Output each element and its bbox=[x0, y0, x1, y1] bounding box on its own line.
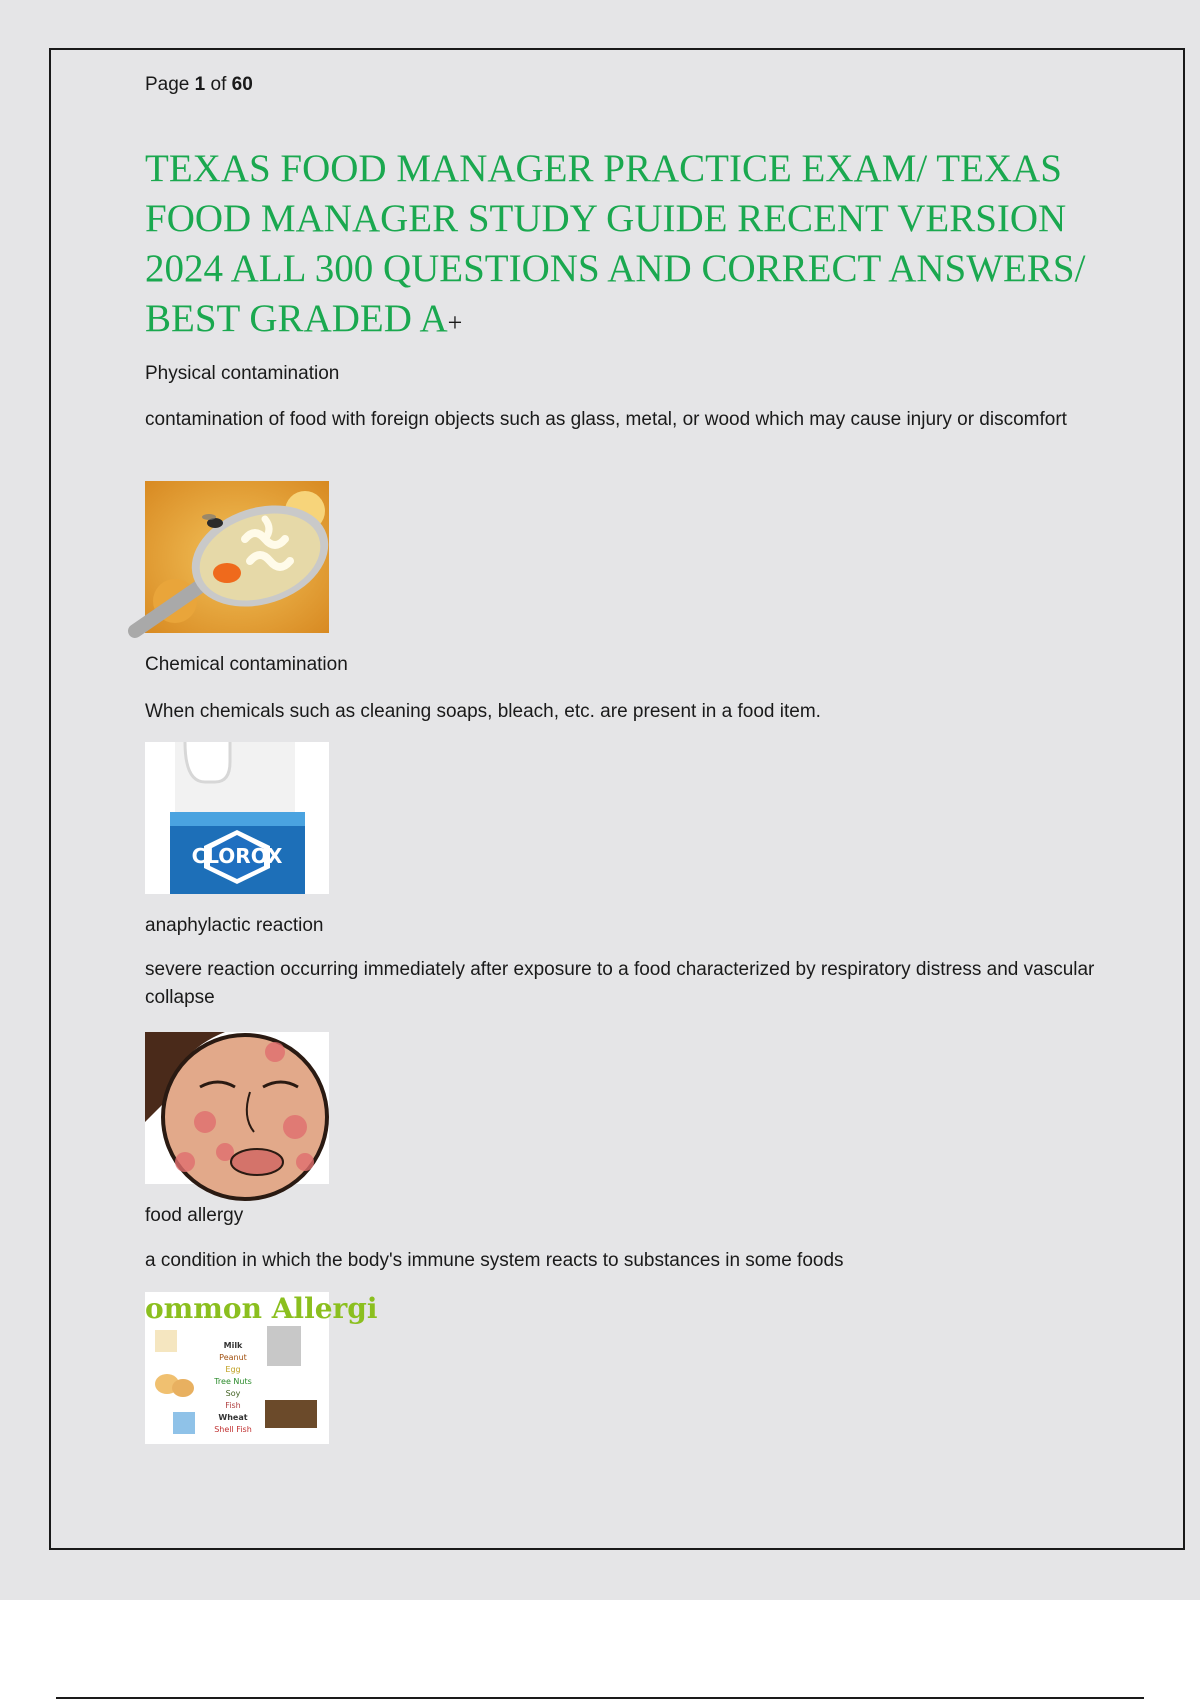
definition-chemical-contamination: When chemicals such as cleaning soaps, bleach, etc. are present in a food item. bbox=[145, 701, 821, 722]
allergen-milk: Milk bbox=[223, 1341, 243, 1350]
bleach-bottle-image bbox=[145, 742, 329, 894]
document-title: TEXAS FOOD MANAGER PRACTICE EXAM/ TEXAS FOOD MANAGER STUDY GUIDE RECENT VERSION 2024 ALL 300 QUESTIONS AND CORRECT ANSWERS/ BEST GRADED A+ bbox=[145, 147, 1086, 340]
soup-spoon-with-fly-image bbox=[145, 481, 329, 633]
term-chemical-contamination: Chemical contamination bbox=[145, 654, 348, 675]
allergen-wheat: Wheat bbox=[218, 1413, 248, 1422]
term-food-allergy: food allergy bbox=[145, 1205, 244, 1226]
allergen-peanut: Peanut bbox=[219, 1353, 247, 1362]
allergens-heading: ommon Allergi bbox=[145, 1292, 378, 1325]
common-allergens-image bbox=[145, 1292, 378, 1444]
allergen-shell-fish: Shell Fish bbox=[214, 1425, 252, 1434]
page-divider bbox=[56, 1697, 1144, 1699]
allergen-soy: Soy bbox=[225, 1389, 241, 1398]
term-anaphylactic-reaction: anaphylactic reaction bbox=[145, 915, 324, 936]
definition-anaphylactic-reaction: severe reaction occurring immediately after exposure to a food characterized by respiratory distress and vascular collapse bbox=[145, 959, 1095, 1008]
term-physical-contamination: Physical contamination bbox=[145, 363, 340, 384]
page-indicator: Page 1 of 60 bbox=[145, 74, 253, 95]
swollen-face-image bbox=[145, 1032, 329, 1184]
allergen-fish: Fish bbox=[225, 1401, 241, 1410]
allergen-tree-nuts: Tree Nuts bbox=[214, 1377, 252, 1386]
definition-physical-contamination: contamination of food with foreign objects such as glass, metal, or wood which may cause injury or discomfort bbox=[145, 409, 1067, 430]
definition-food-allergy: a condition in which the body's immune system reacts to substances in some foods bbox=[145, 1250, 844, 1271]
allergen-egg: Egg bbox=[225, 1365, 241, 1374]
clorox-label: CLOROX bbox=[191, 844, 283, 868]
